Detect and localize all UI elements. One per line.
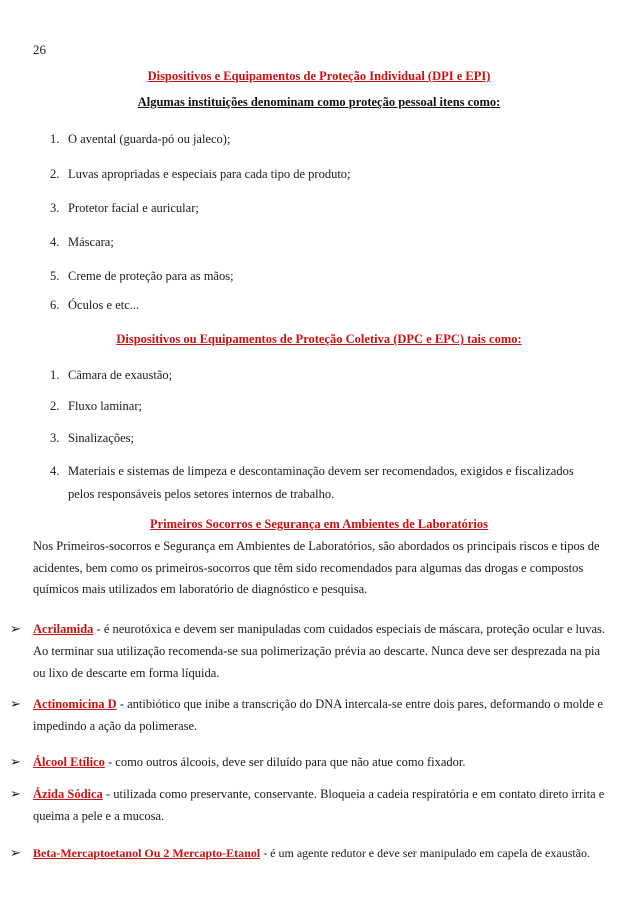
first-aid-title: Primeiros Socorros e Segurança em Ambientes de Laboratórios bbox=[149, 517, 489, 531]
list-item: 1. O avental (guarda-pó ou jaleco); bbox=[50, 132, 231, 146]
list-item: 3. Sinalizações; bbox=[50, 431, 134, 445]
substance-desc: - como outros álcoois, deve ser diluído para que não atue como fixador. bbox=[104, 755, 466, 769]
dpi-subtitle: Algumas instituições denominam como proteção pessoal itens como: bbox=[137, 95, 501, 109]
first-aid-intro: Nos Primeiros-socorros e Segurança em Ambientes de Laboratórios, são abordados os principais riscos e tipos de acidentes, bem como os primeiros-socorros que têm sido recomendados para algumas das drogas e compostos químicos mais utilizados em laboratório de diagnóstico e pesquisa. bbox=[33, 539, 600, 596]
list-item: 3. Protetor facial e auricular; bbox=[50, 201, 199, 215]
substance-term: Álcool Etílico bbox=[33, 755, 105, 769]
list-item bbox=[10, 693, 610, 737]
list-item bbox=[10, 783, 610, 827]
list-item: 2. Fluxo laminar; bbox=[50, 399, 142, 413]
substance-term: Beta-Mercaptoetanol Ou 2 Mercapto-Etanol bbox=[33, 846, 261, 860]
substance-desc: - utilizada como preservante, conservante. Bloqueia a cadeia respiratória e em contato direto irrita e queima a pele e a mucosa. bbox=[33, 787, 605, 823]
substance-term: Acrilamida bbox=[33, 622, 94, 636]
dpc-title: Dispositivos ou Equipamentos de Proteção Coletiva (DPC e EPC) tais como: bbox=[116, 332, 522, 346]
list-item: 4. Máscara; bbox=[50, 235, 114, 249]
arrow-bullet-icon: ➢ bbox=[10, 845, 21, 860]
arrow-bullet-icon: ➢ bbox=[10, 621, 21, 636]
substance-term: Ázida Sódica bbox=[33, 787, 103, 801]
list-item bbox=[10, 842, 610, 864]
dpi-title: Dispositivos e Equipamentos de Proteção Individual (DPI e EPI) bbox=[147, 69, 491, 83]
list-item: 5. Creme de proteção para as mãos; bbox=[50, 269, 234, 283]
substance-desc: - é um agente redutor e deve ser manipulado em capela de exaustão. bbox=[260, 846, 591, 860]
arrow-bullet-icon: ➢ bbox=[10, 786, 21, 801]
arrow-bullet-icon: ➢ bbox=[10, 754, 21, 769]
list-item: 2. Luvas apropriadas e especiais para cada tipo de produto; bbox=[50, 167, 351, 181]
substance-desc: - é neurotóxica e devem ser manipuladas com cuidados especiais de máscara, proteção ocular e luvas. Ao terminar sua utilização recomenda-se sua polimerização prévia ao descarte. Nunca deve ser desprezada na pia ou lixo de descarte em forma líquida. bbox=[33, 622, 606, 680]
list-item bbox=[10, 618, 610, 684]
substance-term: Actinomicina D bbox=[33, 697, 117, 711]
list-item-continuation: pelos responsáveis pelos setores internos de trabalho. bbox=[68, 487, 335, 501]
list-item: 6. Óculos e etc... bbox=[50, 298, 140, 312]
list-item: 1. Câmara de exaustão; bbox=[50, 368, 173, 382]
page-number: 26 bbox=[33, 42, 46, 57]
list-item bbox=[10, 751, 610, 773]
arrow-bullet-icon: ➢ bbox=[10, 696, 21, 711]
substance-desc: - antibiótico que inibe a transcrição do DNA intercala-se entre dois pares, deformando o molde e impedindo a ação da polimerase. bbox=[33, 697, 603, 733]
list-item: 4. Materiais e sistemas de limpeza e descontaminação devem ser recomendados, exigidos e fiscalizados bbox=[50, 464, 574, 478]
